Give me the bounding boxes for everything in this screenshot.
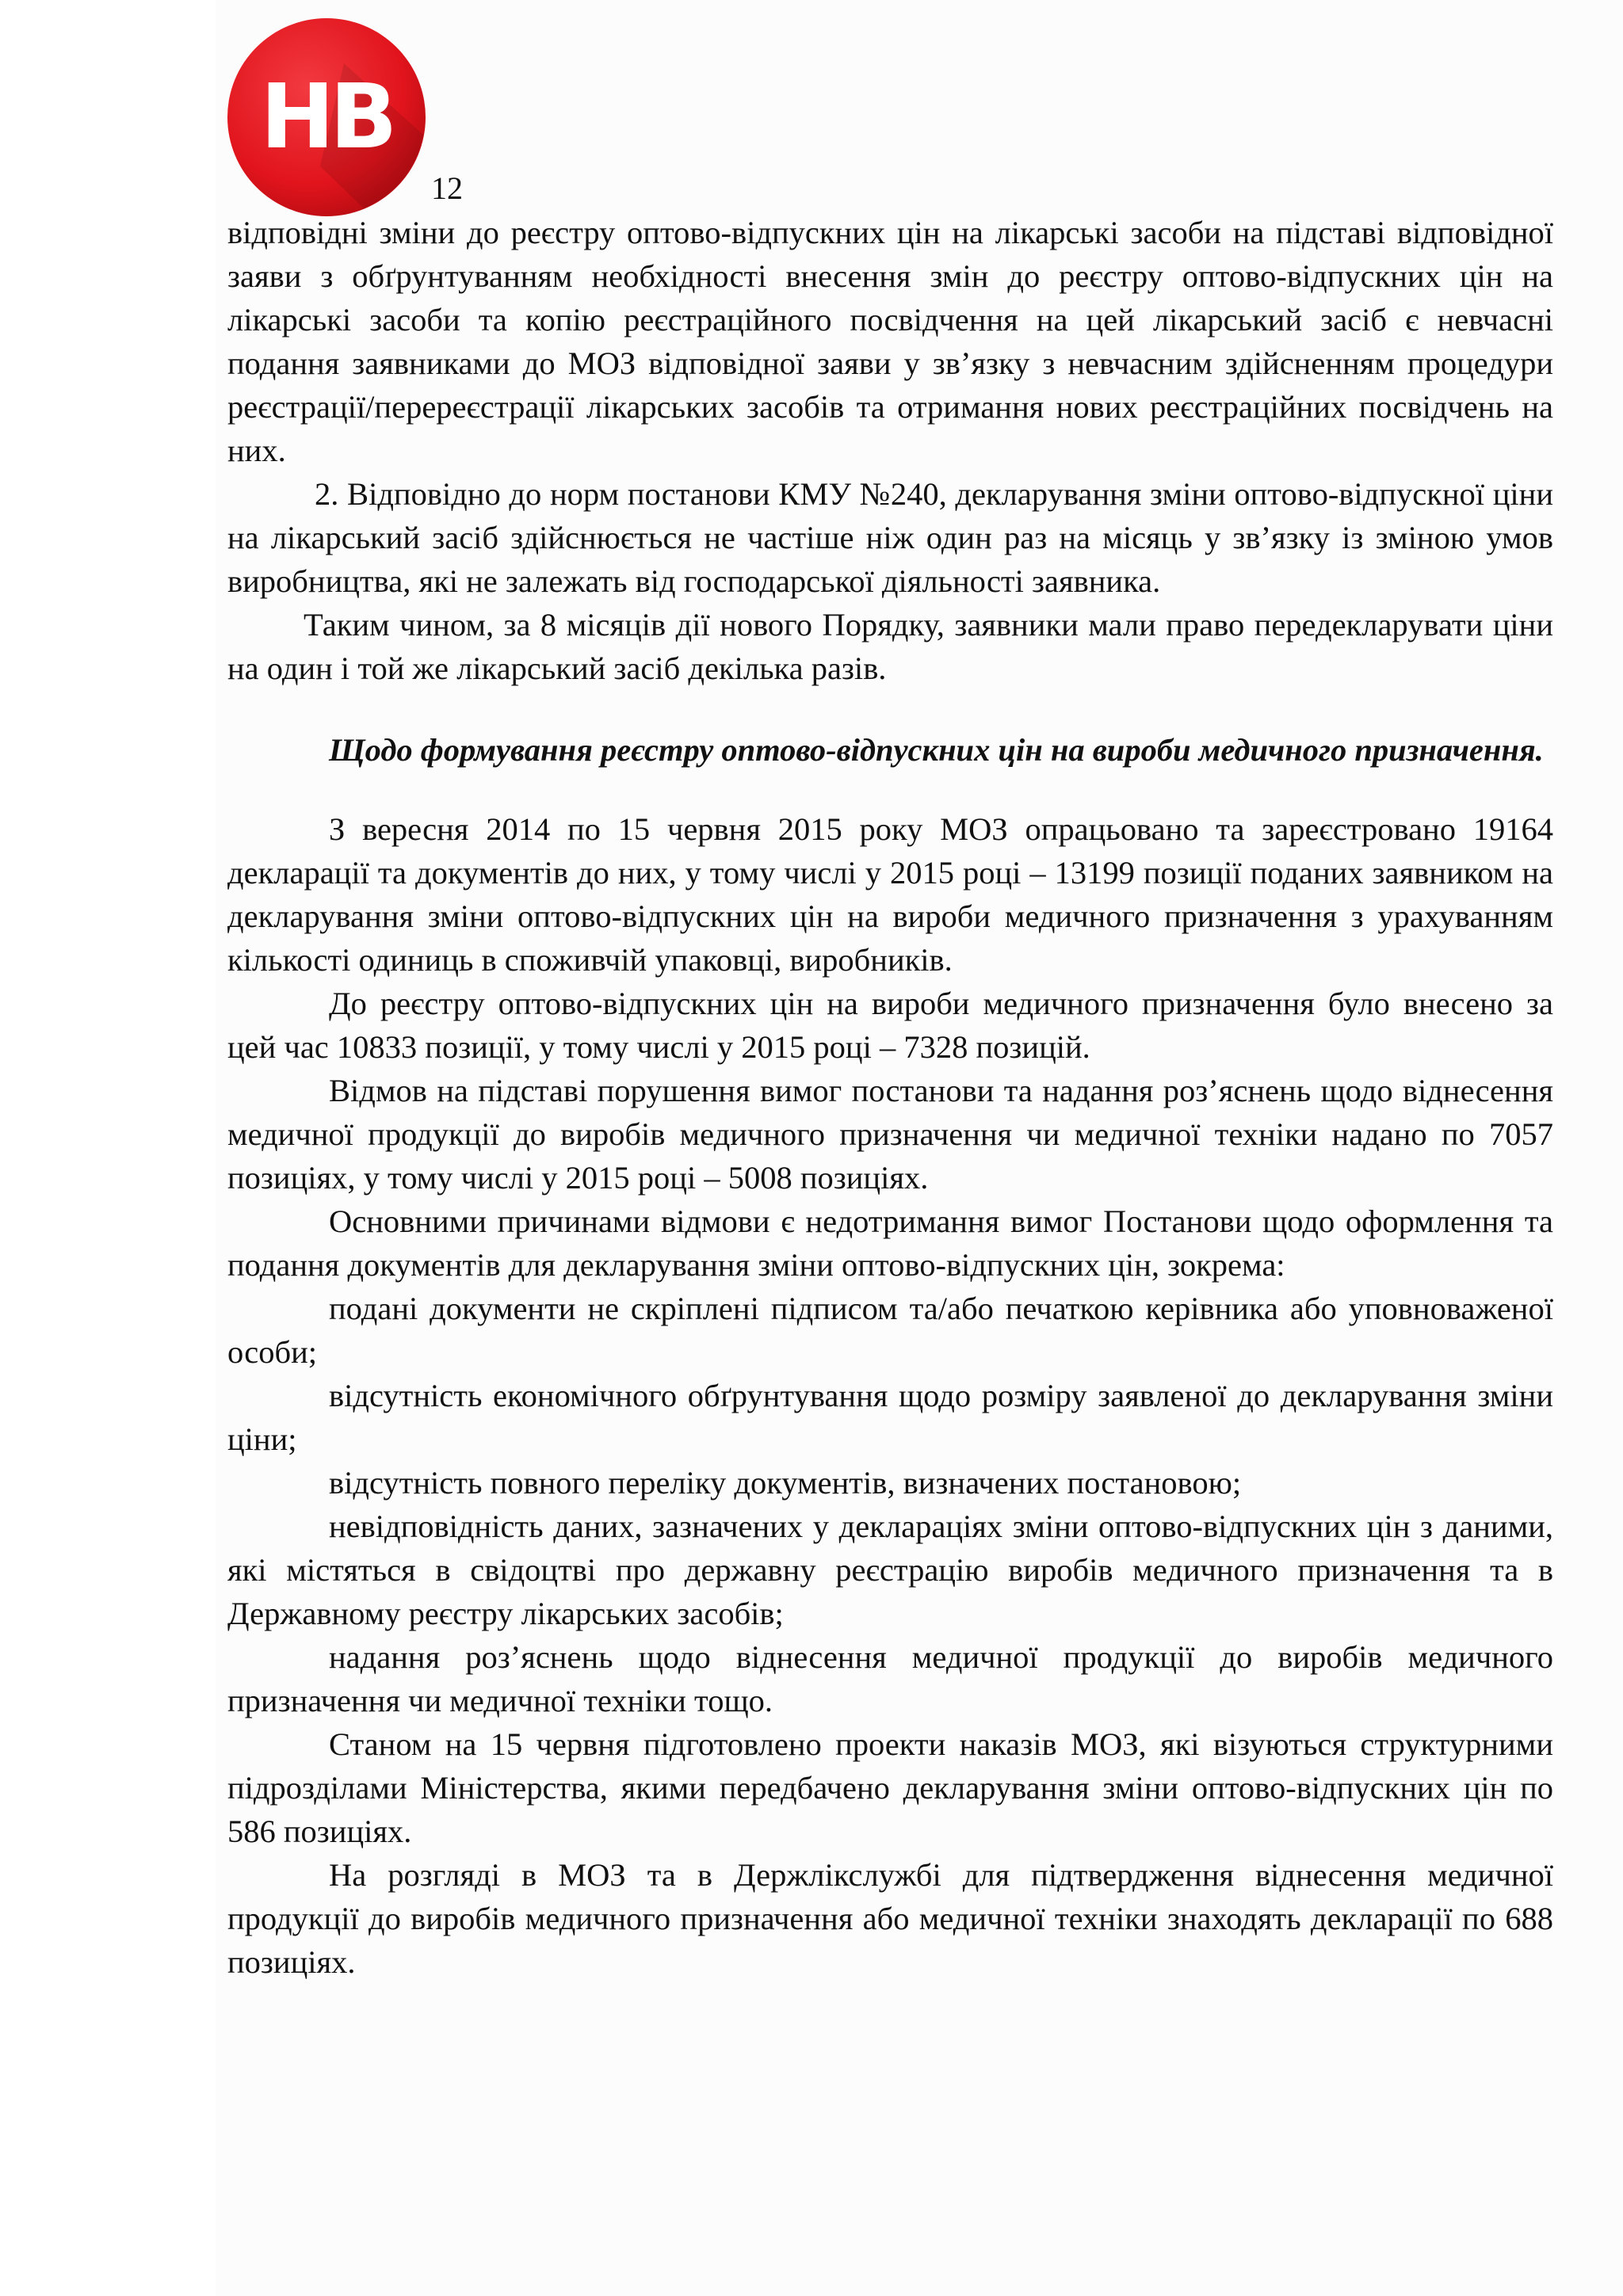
nv-logo xyxy=(225,16,428,219)
section-heading: Щодо формування реєстру оптово-відпускних цін на вироби медичного призначення. xyxy=(329,732,1544,768)
paragraph: На розгляді в МОЗ та в Держлікслужбі для підтвердження віднесення медичної продукції до виробів медичного призначення або медичної техніки знаходять декларації по 688 позиціях. xyxy=(227,1857,1553,1980)
logo-text: НВ xyxy=(260,66,393,169)
paragraph: До реєстру оптово-відпускних цін на вироби медичного призначення було внесено за цей час 10833 позиції, у тому числі у 2015 році – 7328 позицій. xyxy=(227,986,1553,1065)
paragraph: 2. Відповідно до норм постанови КМУ №240, декларування зміни оптово-відпускної ціни на лікарський засіб здійснюється не частіше ніж один раз на місяць у зв’язку із зміною умов виробництва, які не залежать від господарської діяльності заявника. xyxy=(227,476,1553,599)
document-body xyxy=(227,211,1553,1984)
list-item: невідповідність даних, зазначених у деклараціях зміни оптово-відпускних цін з даними, які містяться в свідоцтві про державну реєстрацію виробів медичного призначення та в Державному реєстру лікарських засобів; xyxy=(227,1508,1553,1631)
list-item: надання роз’яснень щодо віднесення медичної продукції до виробів медичного призначення чи медичної техніки тощо. xyxy=(227,1639,1553,1718)
paragraph: З вересня 2014 по 15 червня 2015 року МОЗ опрацьовано та зареєстровано 19164 декларації та документів до них, у тому числі у 2015 році – 13199 позиції поданих заявником на декларування зміни оптово-відпускних цін на вироби медичного призначення з урахуванням кількості одиниць в споживчій упаковці, виробників. xyxy=(227,811,1553,978)
paragraph: Основними причинами відмови є недотримання вимог Постанови щодо оформлення та подання документів для декларування зміни оптово-відпускних цін, зокрема: xyxy=(227,1203,1553,1283)
paragraph: Станом на 15 червня підготовлено проекти наказів МОЗ, які візуються структурними підрозділами Міністерства, якими передбачено декларування зміни оптово-відпускних цін по 586 позиціях. xyxy=(227,1726,1553,1849)
paragraph: Таким чином, за 8 місяців дії нового Порядку, заявники мали право передекларувати ціни на один і той же лікарський засіб декілька разів. xyxy=(227,607,1553,686)
list-item: відсутність економічного обґрунтування щодо розміру заявленої до декларування зміни ціни; xyxy=(227,1378,1553,1457)
paragraph: відповідні зміни до реєстру оптово-відпускних цін на лікарські засоби на підставі відповідної заяви з обґрунтуванням необхідності внесення змін до реєстру оптово-відпускних цін на лікарські засоби та копію реєстраційного посвідчення на цей лікарський засіб є невчасні подання заявниками до МОЗ відповідної заяви у зв’язку з невчасним здійсненням процедури реєстрації/перереєстрації лікарських засобів та отримання нових реєстраційних посвідчень на них. xyxy=(227,215,1553,468)
list-item: відсутність повного переліку документів, визначених постановою; xyxy=(329,1465,1242,1501)
paragraph: Відмов на підставі порушення вимог постанови та надання роз’яснень щодо віднесення медичної продукції до виробів медичного призначення чи медичної техніки надано по 7057 позиціях, у тому числі у 2015 році – 5008 позиціях. xyxy=(227,1073,1553,1196)
list-item: подані документи не скріплені підписом та/або печаткою керівника або уповноваженої особи; xyxy=(227,1291,1553,1370)
page-number: 12 xyxy=(431,170,463,206)
